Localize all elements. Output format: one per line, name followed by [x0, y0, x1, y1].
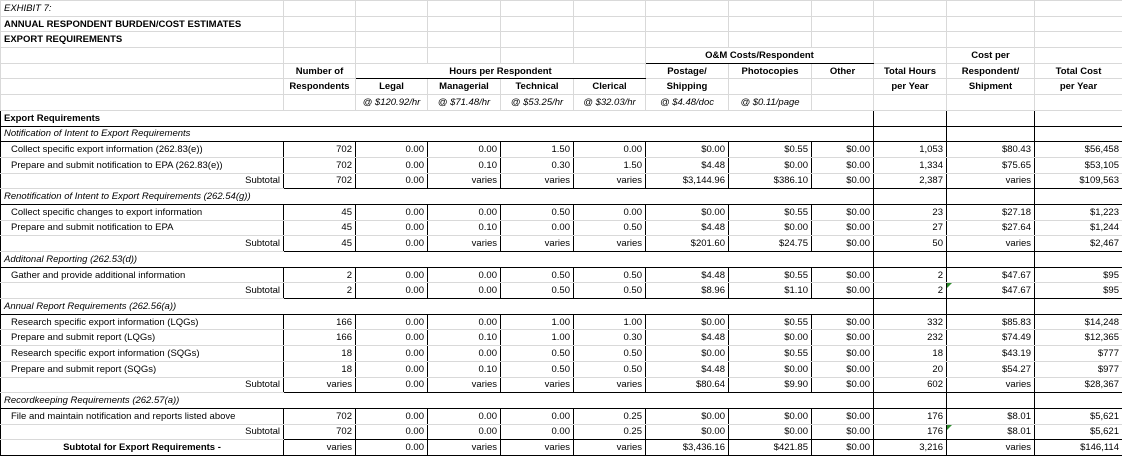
legal-hours-cell: 0.00: [356, 408, 428, 424]
cost-per-respondent-cell: varies: [947, 440, 1035, 456]
managerial-hours-cell: 0.00: [428, 408, 501, 424]
shipping-header: Shipping: [646, 79, 729, 95]
technical-hours-cell: 0.50: [501, 204, 574, 220]
photocopies-cost-cell: $0.00: [729, 330, 812, 346]
postage-cost-cell: $4.48: [646, 361, 729, 377]
section-title: Additonal Reporting (262.53(d)): [1, 252, 874, 268]
technical-hours-cell: 1.00: [501, 314, 574, 330]
other-cost-cell: $0.00: [812, 440, 874, 456]
managerial-hours-cell: varies: [428, 440, 501, 456]
header-row-3: [1, 79, 1122, 95]
clerical-hours-cell: varies: [574, 173, 646, 189]
photocopies-cost-cell: $0.00: [729, 361, 812, 377]
total-hours-cell: [874, 126, 947, 142]
technical-hours-cell: varies: [501, 173, 574, 189]
managerial-hours-cell: 0.10: [428, 330, 501, 346]
managerial-hours-cell: 0.00: [428, 283, 501, 299]
table-row: [1, 361, 1122, 377]
subtotal-row: [1, 424, 1122, 440]
technical-hours-cell: 0.00: [501, 220, 574, 236]
respondents-cell: 702: [284, 173, 356, 189]
legal-hours-cell: 0.00: [356, 424, 428, 440]
total-hours-cell: 3,216: [874, 440, 947, 456]
section-row: [1, 393, 1122, 409]
grand-total-row: [1, 440, 1122, 456]
cost-per-respondent-cell: $80.43: [947, 142, 1035, 158]
cost-per-respondent-cell: $47.67: [947, 267, 1035, 283]
managerial-header: Managerial: [428, 79, 501, 95]
section-title: Annual Report Requirements (262.56(a)): [1, 299, 874, 315]
rate-technical: @ $53.25/hr: [501, 95, 574, 111]
legal-hours-cell: 0.00: [356, 361, 428, 377]
total-cost-cell: [1035, 393, 1122, 409]
table-row: [1, 408, 1122, 424]
cost-per-respondent-cell: $75.65: [947, 157, 1035, 173]
section-row: [1, 299, 1122, 315]
main-section-title: Export Requirements: [1, 110, 874, 126]
clerical-hours-cell: 0.25: [574, 408, 646, 424]
clerical-hours-cell: 0.25: [574, 424, 646, 440]
total-cost-cell: $777: [1035, 346, 1122, 362]
technical-hours-cell: varies: [501, 440, 574, 456]
other-cost-cell: $0.00: [812, 330, 874, 346]
postage-cost-cell: $0.00: [646, 314, 729, 330]
respondents-cell: 45: [284, 236, 356, 252]
other-cost-cell: $0.00: [812, 236, 874, 252]
total-hours-cell: [874, 110, 947, 126]
cost-per-respondent-cell: $8.01: [947, 408, 1035, 424]
other-cost-cell: $0.00: [812, 283, 874, 299]
respondents-cell: 702: [284, 408, 356, 424]
table-row: [1, 157, 1122, 173]
exhibit-label: EXHIBIT 7:: [1, 1, 284, 17]
table-row: [1, 314, 1122, 330]
subtotal-label: Subtotal: [1, 377, 284, 393]
total-cost-cell: $146,114: [1035, 440, 1122, 456]
respondents-cell: 2: [284, 283, 356, 299]
legal-hours-cell: 0.00: [356, 314, 428, 330]
total-cost-cell: $1,223: [1035, 204, 1122, 220]
postage-cost-cell: $201.60: [646, 236, 729, 252]
legal-hours-cell: 0.00: [356, 173, 428, 189]
other-cost-cell: $0.00: [812, 173, 874, 189]
managerial-hours-cell: 0.10: [428, 220, 501, 236]
technical-hours-cell: 0.00: [501, 408, 574, 424]
cost-per-respondent-cell: $43.19: [947, 346, 1035, 362]
total-hours-cell: 18: [874, 346, 947, 362]
photocopies-header: Photocopies: [729, 63, 812, 79]
total-hours-cell: 332: [874, 314, 947, 330]
technical-hours-cell: 0.50: [501, 361, 574, 377]
number-header: Number of: [284, 63, 356, 79]
legal-hours-cell: 0.00: [356, 142, 428, 158]
cost-per-cell: [947, 252, 1035, 268]
respondents-cell: 45: [284, 220, 356, 236]
total-hours-cell: 27: [874, 220, 947, 236]
subtotal-row: [1, 236, 1122, 252]
rate-postage: @ $4.48/doc: [646, 95, 729, 111]
header-row-4: [1, 95, 1122, 111]
total-cost-cell: $28,367: [1035, 377, 1122, 393]
managerial-hours-cell: 0.10: [428, 361, 501, 377]
respondents-cell: 18: [284, 346, 356, 362]
legal-hours-cell: 0.00: [356, 220, 428, 236]
technical-hours-cell: 0.00: [501, 424, 574, 440]
total-hours-cell: 23: [874, 204, 947, 220]
row-label: Collect specific export information (262.83(e)): [1, 142, 284, 158]
total-cost-cell: [1035, 189, 1122, 205]
other-cost-cell: $0.00: [812, 377, 874, 393]
managerial-hours-cell: 0.10: [428, 157, 501, 173]
technical-hours-cell: 0.50: [501, 346, 574, 362]
clerical-hours-cell: 0.50: [574, 283, 646, 299]
total-hours-cell: 176: [874, 424, 947, 440]
cost-per-cell: [947, 189, 1035, 205]
total-cost-header-2: per Year: [1035, 79, 1122, 95]
row-label: File and maintain notification and reports listed above: [1, 408, 284, 424]
section-row: [1, 126, 1122, 142]
total-hours-cell: 50: [874, 236, 947, 252]
managerial-hours-cell: 0.00: [428, 204, 501, 220]
managerial-hours-cell: 0.00: [428, 267, 501, 283]
table-row: [1, 204, 1122, 220]
postage-cost-cell: $3,144.96: [646, 173, 729, 189]
table-row: [1, 142, 1122, 158]
other-cost-cell: $0.00: [812, 361, 874, 377]
legal-hours-cell: 0.00: [356, 330, 428, 346]
subtotal-label: Subtotal: [1, 173, 284, 189]
total-cost-cell: [1035, 110, 1122, 126]
title-row-1: [1, 1, 1122, 17]
cost-per-respondent-cell: $8.01: [947, 424, 1035, 440]
total-hours-cell: 232: [874, 330, 947, 346]
postage-cost-cell: $4.48: [646, 267, 729, 283]
total-hours-cell: [874, 299, 947, 315]
legal-hours-cell: 0.00: [356, 267, 428, 283]
clerical-hours-cell: 1.50: [574, 157, 646, 173]
postage-cost-cell: $0.00: [646, 408, 729, 424]
row-label: Research specific export information (LQGs): [1, 314, 284, 330]
postage-cost-cell: $0.00: [646, 142, 729, 158]
clerical-hours-cell: varies: [574, 440, 646, 456]
respondents-cell: 45: [284, 204, 356, 220]
other-cost-cell: $0.00: [812, 267, 874, 283]
cost-per-respondent-cell: $27.18: [947, 204, 1035, 220]
total-cost-cell: [1035, 299, 1122, 315]
title-row-3: [1, 32, 1122, 48]
table-row: [1, 220, 1122, 236]
section-row: [1, 252, 1122, 268]
total-hours-header: Total Hours: [874, 63, 947, 79]
section-title: Notification of Intent to Export Requirements: [1, 126, 874, 142]
total-cost-cell: [1035, 126, 1122, 142]
clerical-hours-cell: 1.00: [574, 314, 646, 330]
respondents-cell: 702: [284, 157, 356, 173]
postage-cost-cell: $4.48: [646, 330, 729, 346]
postage-cost-cell: $0.00: [646, 204, 729, 220]
clerical-hours-cell: 0.50: [574, 346, 646, 362]
total-cost-header: Total Cost: [1035, 63, 1122, 79]
total-hours-cell: [874, 189, 947, 205]
respondents-cell: varies: [284, 377, 356, 393]
respondents-cell: 166: [284, 330, 356, 346]
subtotal-label: Subtotal: [1, 283, 284, 299]
section-title: Recordkeeping Requirements (262.57(a)): [1, 393, 874, 409]
technical-hours-cell: 1.00: [501, 330, 574, 346]
technical-hours-cell: varies: [501, 236, 574, 252]
legal-hours-cell: 0.00: [356, 204, 428, 220]
total-cost-cell: $14,248: [1035, 314, 1122, 330]
managerial-hours-cell: 0.00: [428, 314, 501, 330]
exhibit-subtitle: EXPORT REQUIREMENTS: [1, 32, 284, 48]
postage-cost-cell: $0.00: [646, 424, 729, 440]
other-cost-cell: $0.00: [812, 346, 874, 362]
photocopies-cost-cell: $0.00: [729, 220, 812, 236]
total-cost-cell: $56,458: [1035, 142, 1122, 158]
subtotal-row: [1, 283, 1122, 299]
other-header: Other: [812, 63, 874, 79]
total-hours-cell: 2: [874, 283, 947, 299]
technical-hours-cell: varies: [501, 377, 574, 393]
row-label: Prepare and submit report (LQGs): [1, 330, 284, 346]
rate-clerical: @ $32.03/hr: [574, 95, 646, 111]
total-cost-cell: [1035, 252, 1122, 268]
managerial-hours-cell: varies: [428, 236, 501, 252]
other-cost-cell: $0.00: [812, 220, 874, 236]
photocopies-cost-cell: $0.55: [729, 314, 812, 330]
photocopies-cost-cell: $0.55: [729, 204, 812, 220]
header-row-1: [1, 48, 1122, 64]
cost-per-respondent-cell: $74.49: [947, 330, 1035, 346]
subtotal-label: Subtotal: [1, 236, 284, 252]
legal-hours-cell: 0.00: [356, 236, 428, 252]
photocopies-cost-cell: $24.75: [729, 236, 812, 252]
subtotal-label: Subtotal: [1, 424, 284, 440]
photocopies-cost-cell: $421.85: [729, 440, 812, 456]
legal-hours-cell: 0.00: [356, 377, 428, 393]
cost-per-cell: [947, 110, 1035, 126]
technical-header: Technical: [501, 79, 574, 95]
respondents-cell: 18: [284, 361, 356, 377]
total-hours-cell: 176: [874, 408, 947, 424]
row-label: Gather and provide additional information: [1, 267, 284, 283]
clerical-header: Clerical: [574, 79, 646, 95]
rate-photocopies: @ $0.11/page: [729, 95, 812, 111]
cost-per-header-2: Respondent/: [947, 63, 1035, 79]
cost-per-respondent-cell: $27.64: [947, 220, 1035, 236]
row-label: Prepare and submit notification to EPA: [1, 220, 284, 236]
photocopies-cost-cell: $1.10: [729, 283, 812, 299]
row-label: Prepare and submit report (SQGs): [1, 361, 284, 377]
photocopies-cost-cell: $0.55: [729, 142, 812, 158]
legal-hours-cell: 0.00: [356, 157, 428, 173]
clerical-hours-cell: varies: [574, 236, 646, 252]
cost-per-respondent-cell: varies: [947, 173, 1035, 189]
clerical-hours-cell: 0.00: [574, 204, 646, 220]
header-row-2: [1, 63, 1122, 79]
postage-cost-cell: $80.64: [646, 377, 729, 393]
total-hours-header-2: per Year: [874, 79, 947, 95]
total-cost-cell: $1,244: [1035, 220, 1122, 236]
total-hours-cell: [874, 393, 947, 409]
total-cost-cell: $95: [1035, 267, 1122, 283]
row-label: Research specific export information (SQGs): [1, 346, 284, 362]
respondents-cell: 166: [284, 314, 356, 330]
managerial-hours-cell: 0.00: [428, 142, 501, 158]
cost-per-respondent-cell: $47.67: [947, 283, 1035, 299]
total-hours-cell: 1,334: [874, 157, 947, 173]
legal-hours-cell: 0.00: [356, 440, 428, 456]
rate-legal: @ $120.92/hr: [356, 95, 428, 111]
managerial-hours-cell: varies: [428, 377, 501, 393]
hours-per-respondent-header: Hours per Respondent: [356, 63, 646, 79]
postage-cost-cell: $4.48: [646, 220, 729, 236]
cost-per-cell: [947, 126, 1035, 142]
cost-per-respondent-cell: $85.83: [947, 314, 1035, 330]
other-cost-cell: $0.00: [812, 142, 874, 158]
postage-cost-cell: $0.00: [646, 346, 729, 362]
other-cost-cell: $0.00: [812, 157, 874, 173]
postage-cost-cell: $4.48: [646, 157, 729, 173]
postage-header: Postage/: [646, 63, 729, 79]
total-hours-cell: [874, 252, 947, 268]
total-cost-cell: $977: [1035, 361, 1122, 377]
total-cost-cell: $95: [1035, 283, 1122, 299]
respondents-cell: 2: [284, 267, 356, 283]
table-row: [1, 346, 1122, 362]
subtotal-row: [1, 173, 1122, 189]
photocopies-cost-cell: $386.10: [729, 173, 812, 189]
respondents-header: Respondents: [284, 79, 356, 95]
main-section-row: [1, 110, 1122, 126]
subtotal-row: [1, 377, 1122, 393]
table-row: [1, 267, 1122, 283]
title-row-2: [1, 16, 1122, 32]
row-label: Collect specific changes to export information: [1, 204, 284, 220]
managerial-hours-cell: 0.00: [428, 424, 501, 440]
postage-cost-cell: $3,436.16: [646, 440, 729, 456]
total-cost-cell: $12,365: [1035, 330, 1122, 346]
total-hours-cell: 2,387: [874, 173, 947, 189]
other-cost-cell: $0.00: [812, 314, 874, 330]
managerial-hours-cell: 0.00: [428, 346, 501, 362]
other-cost-cell: $0.00: [812, 204, 874, 220]
clerical-hours-cell: 0.30: [574, 330, 646, 346]
photocopies-cost-cell: $0.55: [729, 267, 812, 283]
respondents-cell: 702: [284, 424, 356, 440]
total-cost-cell: $2,467: [1035, 236, 1122, 252]
section-row: [1, 189, 1122, 205]
photocopies-cost-cell: $0.00: [729, 157, 812, 173]
respondents-cell: varies: [284, 440, 356, 456]
cost-per-respondent-cell: $54.27: [947, 361, 1035, 377]
clerical-hours-cell: 0.50: [574, 267, 646, 283]
rate-managerial: @ $71.48/hr: [428, 95, 501, 111]
cost-per-respondent-cell: varies: [947, 377, 1035, 393]
total-cost-cell: $5,621: [1035, 408, 1122, 424]
postage-cost-cell: $8.96: [646, 283, 729, 299]
cost-per-respondent-cell: varies: [947, 236, 1035, 252]
exhibit-title: ANNUAL RESPONDENT BURDEN/COST ESTIMATES: [1, 16, 284, 32]
clerical-hours-cell: varies: [574, 377, 646, 393]
legal-header: Legal: [356, 79, 428, 95]
photocopies-cost-cell: $0.55: [729, 346, 812, 362]
legal-hours-cell: 0.00: [356, 346, 428, 362]
total-cost-cell: $5,621: [1035, 424, 1122, 440]
legal-hours-cell: 0.00: [356, 283, 428, 299]
technical-hours-cell: 0.30: [501, 157, 574, 173]
total-cost-cell: $109,563: [1035, 173, 1122, 189]
other-cost-cell: $0.00: [812, 408, 874, 424]
photocopies-cost-cell: $9.90: [729, 377, 812, 393]
other-cost-cell: $0.00: [812, 424, 874, 440]
photocopies-cost-cell: $0.00: [729, 408, 812, 424]
total-hours-cell: 20: [874, 361, 947, 377]
managerial-hours-cell: varies: [428, 173, 501, 189]
clerical-hours-cell: 0.00: [574, 142, 646, 158]
clerical-hours-cell: 0.50: [574, 361, 646, 377]
cost-per-cell: [947, 393, 1035, 409]
shipment-header: Shipment: [947, 79, 1035, 95]
table-row: [1, 330, 1122, 346]
subtotal-label: Subtotal for Export Requirements -: [1, 440, 284, 456]
respondents-cell: 702: [284, 142, 356, 158]
technical-hours-cell: 0.50: [501, 267, 574, 283]
total-hours-cell: 1,053: [874, 142, 947, 158]
om-costs-header: O&M Costs/Respondent: [646, 48, 874, 64]
clerical-hours-cell: 0.50: [574, 220, 646, 236]
cost-per-header: Cost per: [947, 48, 1035, 64]
total-hours-cell: 602: [874, 377, 947, 393]
cost-per-cell: [947, 299, 1035, 315]
technical-hours-cell: 0.50: [501, 283, 574, 299]
total-cost-cell: $53,105: [1035, 157, 1122, 173]
total-hours-cell: 2: [874, 267, 947, 283]
section-title: Renotification of Intent to Export Requirements (262.54(g)): [1, 189, 874, 205]
row-label: Prepare and submit notification to EPA (262.83(e)): [1, 157, 284, 173]
technical-hours-cell: 1.50: [501, 142, 574, 158]
photocopies-cost-cell: $0.00: [729, 424, 812, 440]
